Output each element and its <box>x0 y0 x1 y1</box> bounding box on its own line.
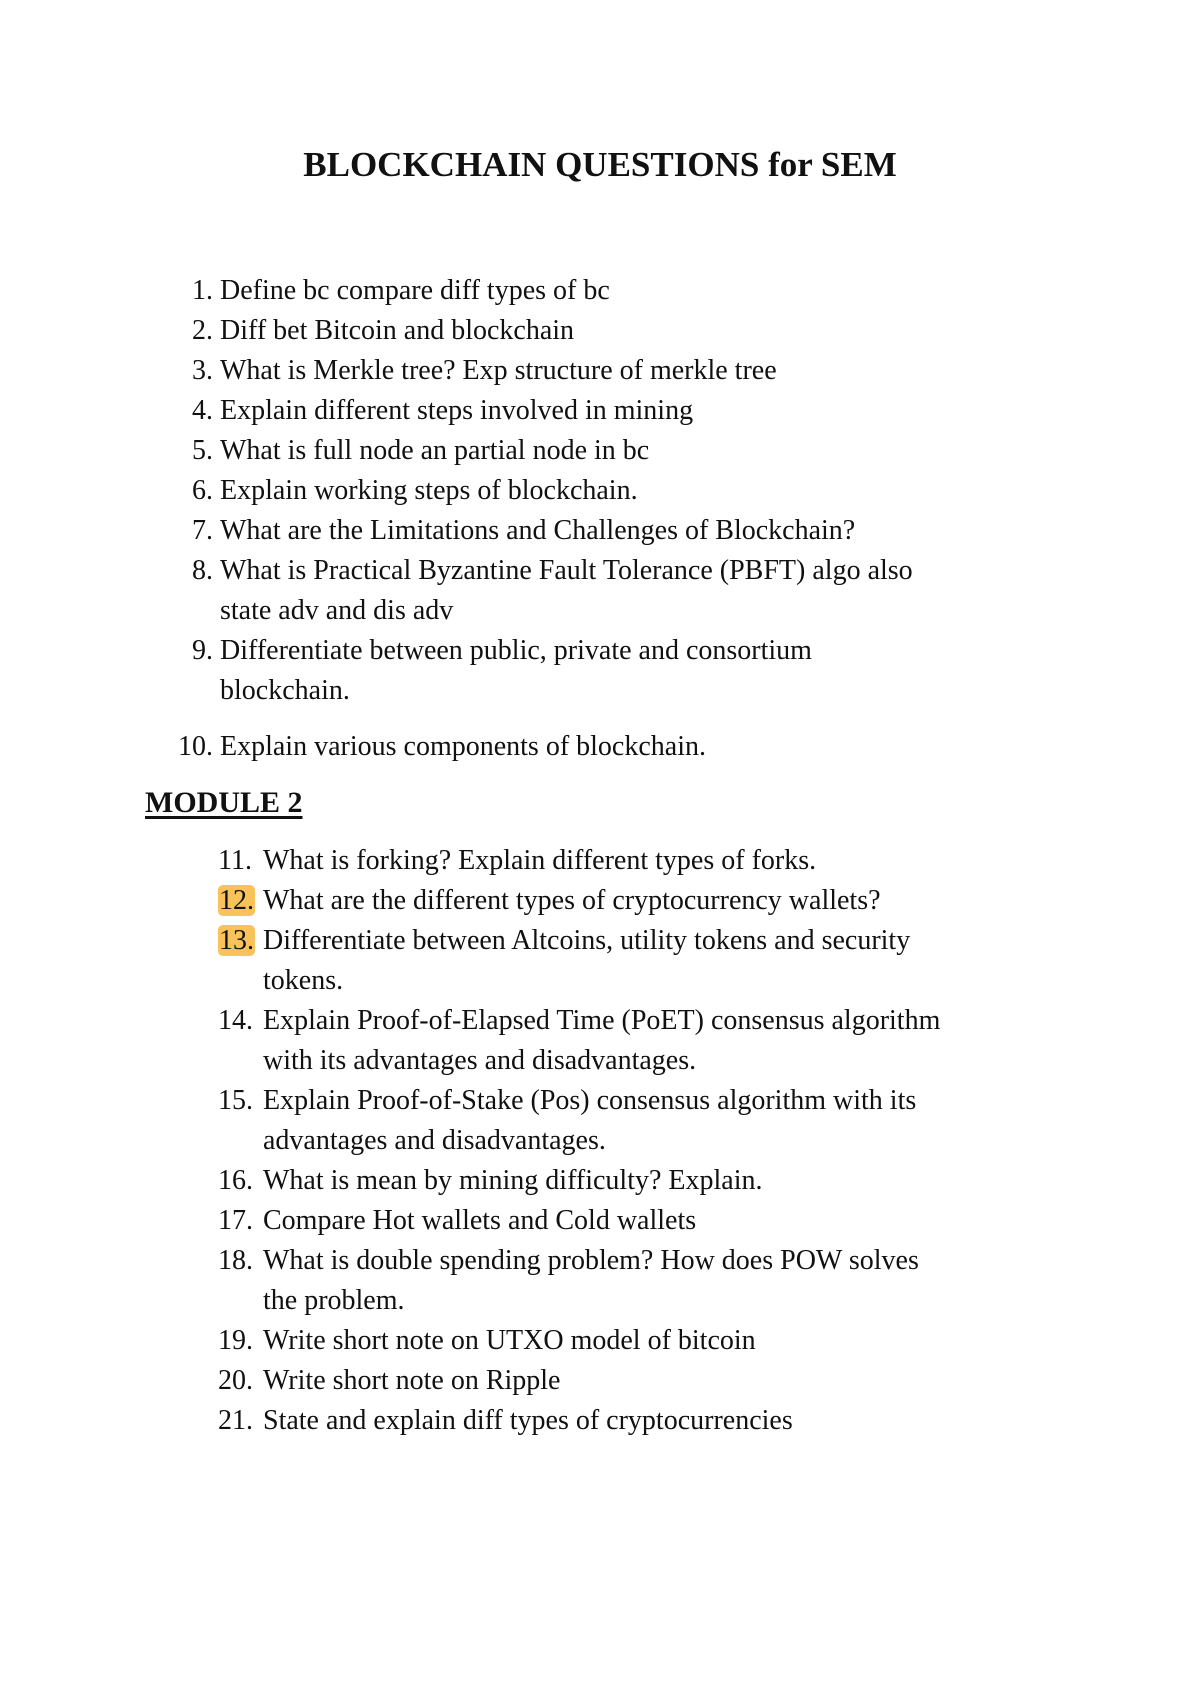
question-text: Diff bet Bitcoin and blockchain <box>220 315 575 346</box>
question-item <box>175 391 694 431</box>
question-number: 9. <box>192 635 213 666</box>
question-number: 20. <box>218 1365 253 1396</box>
question-number: 14. <box>218 1005 253 1036</box>
question-number: 19. <box>218 1325 253 1356</box>
question-item <box>218 1401 793 1441</box>
question-text-continued: advantages and disadvantages. <box>263 1125 606 1156</box>
question-text: Differentiate between public, private and consortium <box>220 635 812 666</box>
question-item <box>218 1361 561 1401</box>
question-number: 7. <box>192 515 213 546</box>
question-number: 4. <box>192 395 213 426</box>
question-item <box>218 921 911 996</box>
question-text-continued: state adv and dis adv <box>220 595 454 626</box>
question-item <box>175 551 913 626</box>
question-text: What are the different types of cryptocurrency wallets? <box>263 885 881 916</box>
question-number: 16. <box>218 1165 253 1196</box>
question-item <box>218 1081 917 1156</box>
question-number: 5. <box>192 435 213 466</box>
question-item <box>218 1001 941 1076</box>
question-item <box>175 431 650 471</box>
question-number: 10. <box>178 731 213 762</box>
question-text: What is Merkle tree? Exp structure of merkle tree <box>220 355 777 386</box>
question-item <box>218 1161 763 1201</box>
question-number: 6. <box>192 475 213 506</box>
question-text-continued: the problem. <box>263 1285 405 1316</box>
question-text: Write short note on Ripple <box>263 1365 561 1396</box>
question-number: 3. <box>192 355 213 386</box>
question-text-continued: tokens. <box>263 965 344 996</box>
question-text: Explain working steps of blockchain. <box>220 475 638 506</box>
highlighted-number: 13. <box>219 925 254 956</box>
question-number: 11. <box>218 845 252 876</box>
question-item <box>175 311 575 351</box>
question-text-continued: blockchain. <box>220 675 350 706</box>
question-item <box>175 351 777 391</box>
question-text: What is Practical Byzantine Fault Tolerance (PBFT) algo also <box>220 555 913 586</box>
question-text: Write short note on UTXO model of bitcoin <box>263 1325 756 1356</box>
question-item <box>175 727 706 767</box>
question-text: Compare Hot wallets and Cold wallets <box>263 1205 697 1236</box>
question-item <box>175 511 856 551</box>
question-item <box>218 841 817 881</box>
question-item <box>218 1201 697 1241</box>
question-item <box>175 271 610 311</box>
question-item <box>218 1241 919 1316</box>
question-number: 21. <box>218 1405 253 1436</box>
question-number: 18. <box>218 1245 253 1276</box>
question-text: Define bc compare diff types of bc <box>220 275 610 306</box>
question-text: State and explain diff types of cryptocurrencies <box>263 1405 793 1436</box>
question-number: 8. <box>192 555 213 586</box>
question-text: What is full node an partial node in bc <box>220 435 650 466</box>
module-heading: MODULE 2 <box>145 786 303 819</box>
question-text: What is mean by mining difficulty? Explain. <box>263 1165 763 1196</box>
question-number <box>218 881 263 921</box>
highlighted-number: 12. <box>219 885 254 916</box>
document-title: BLOCKCHAIN QUESTIONS for SEM <box>303 145 897 184</box>
question-item <box>218 1321 756 1361</box>
question-text-continued: with its advantages and disadvantages. <box>263 1045 697 1076</box>
question-text: What are the Limitations and Challenges of Blockchain? <box>220 515 856 546</box>
question-text: Explain Proof-of-Elapsed Time (PoET) consensus algorithm <box>263 1005 941 1036</box>
question-number: 1. <box>192 275 213 306</box>
question-text: Explain Proof-of-Stake (Pos) consensus algorithm with its <box>263 1085 917 1116</box>
question-item <box>218 881 881 921</box>
question-text: Differentiate between Altcoins, utility tokens and security <box>263 925 911 956</box>
question-number: 15. <box>218 1085 253 1116</box>
question-text: What is forking? Explain different types of forks. <box>263 845 817 876</box>
question-text: What is double spending problem? How does POW solves <box>263 1245 919 1276</box>
question-item <box>175 631 812 706</box>
question-item <box>175 471 638 511</box>
question-number: 2. <box>192 315 213 346</box>
question-number <box>218 921 263 961</box>
question-text: Explain various components of blockchain. <box>220 731 706 762</box>
question-number: 17. <box>218 1205 253 1236</box>
question-text: Explain different steps involved in mining <box>220 395 694 426</box>
